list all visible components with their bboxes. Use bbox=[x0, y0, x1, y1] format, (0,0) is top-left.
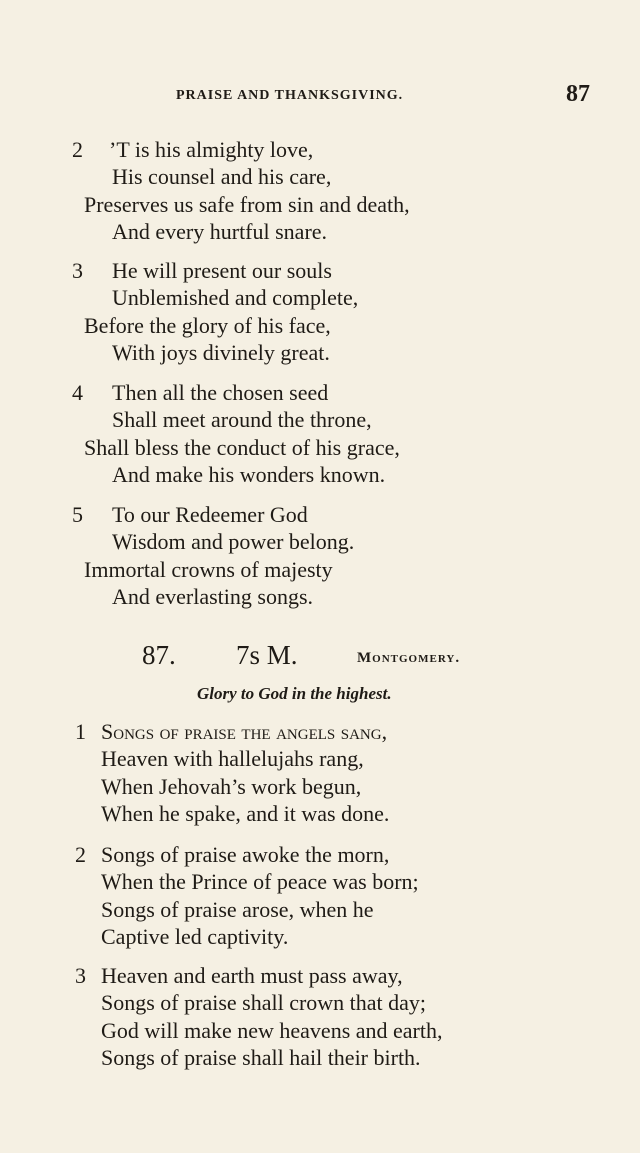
verse-line: With joys divinely great. bbox=[112, 339, 330, 365]
verse-line: And everlasting songs. bbox=[112, 583, 314, 609]
verse-line: Songs of praise awoke the morn, bbox=[101, 842, 390, 867]
stanza-number: 5 bbox=[72, 502, 83, 527]
stanza-2 bbox=[75, 841, 419, 950]
hymn-author: Montgomery. bbox=[357, 650, 461, 666]
verse-line: Immortal crowns of majesty bbox=[84, 556, 333, 582]
verse-line: And make his wonders known. bbox=[112, 461, 386, 487]
verse-line: When he spake, and it was done. bbox=[101, 800, 390, 826]
verse-line: To our Redeemer God bbox=[112, 502, 308, 527]
stanza-prev-5 bbox=[72, 501, 355, 610]
verse-line: Preserves us safe from sin and death, bbox=[84, 191, 410, 217]
verse-line: Then all the chosen seed bbox=[112, 380, 329, 405]
stanza-number: 1 bbox=[75, 719, 86, 744]
stanza-number: 2 bbox=[75, 842, 86, 867]
hymn-number: 87. bbox=[142, 640, 176, 670]
stanza-1 bbox=[75, 718, 390, 827]
running-title: PRAISE AND THANKSGIVING. bbox=[176, 88, 404, 103]
verse-line: Songs of praise arose, when he bbox=[101, 896, 374, 922]
stanza-number: 3 bbox=[72, 258, 83, 283]
verse-line: Songs of praise shall crown that day; bbox=[101, 990, 427, 1016]
verse-line: Songs of praise the angels sang, bbox=[101, 719, 388, 744]
verse-line: When the Prince of peace was born; bbox=[101, 869, 419, 895]
verse-line: When Jehovah’s work begun, bbox=[101, 773, 362, 799]
hymn-subtitle: Glory to God in the highest. bbox=[197, 684, 392, 703]
stanza-number: 4 bbox=[72, 380, 83, 405]
verse-line: Unblemished and complete, bbox=[112, 285, 359, 311]
page-number: 87 bbox=[566, 81, 590, 107]
stanza-prev-4 bbox=[72, 379, 400, 488]
stanza-prev-2 bbox=[72, 136, 410, 245]
stanza-number: 3 bbox=[75, 963, 86, 988]
verse-line: ’T is his almighty love, bbox=[109, 137, 314, 162]
verse-line: And every hurtful snare. bbox=[112, 218, 328, 244]
verse-line: He will present our souls bbox=[112, 258, 332, 283]
verse-line: Songs of praise shall hail their birth. bbox=[101, 1044, 421, 1070]
stanza-3 bbox=[75, 962, 443, 1071]
verse-line: Captive led captivity. bbox=[101, 923, 289, 949]
stanza-prev-3 bbox=[72, 257, 359, 366]
verse-line: Shall bless the conduct of his grace, bbox=[84, 434, 400, 460]
verse-line: Wisdom and power belong. bbox=[112, 529, 355, 555]
verse-line: Heaven and earth must pass away, bbox=[101, 963, 403, 988]
verse-line: Shall meet around the throne, bbox=[112, 407, 372, 433]
stanza-number: 2 bbox=[72, 137, 83, 162]
verse-line: God will make new heavens and earth, bbox=[101, 1017, 443, 1043]
hymn-meter: 7s M. bbox=[236, 640, 298, 670]
verse-line: Heaven with hallelujahs rang, bbox=[101, 746, 364, 772]
verse-line: His counsel and his care, bbox=[112, 164, 332, 190]
verse-line: Before the glory of his face, bbox=[84, 312, 331, 338]
